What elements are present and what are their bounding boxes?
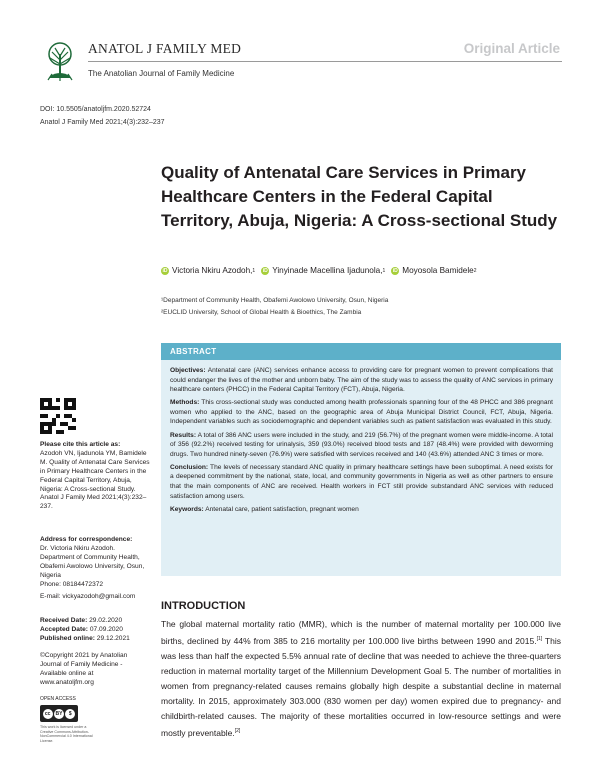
orcid-icon[interactable]: iD xyxy=(262,267,268,274)
email[interactable]: E-mail: vickyazodoh@gmail.com xyxy=(40,593,136,601)
abstract-objectives: Objectives: Antenatal care (ANC) services enhance access to providing care for pregnant women to prevent complications that could endanger the lives of the mother and unborn baby. The aim of the study was to assess the quality of ANC services in primary healthcare centers (PHCC) in the Federal Capital Territory (FCT), Abuja, Nigeria. xyxy=(170,367,553,394)
dates-block xyxy=(40,617,150,644)
cc-icon: cc xyxy=(43,709,53,719)
orcid-icon[interactable]: iD xyxy=(162,267,168,274)
phone: Phone: 08184472372 xyxy=(40,580,104,588)
abstract-conclusion: Conclusion: The levels of necessary standard ANC quality in primary healthcare settings have been suboptimal. A need exists for a deepened commitment by the national, state, local, and community governments in Nigeria as well as other partners to ensure that the main components of ANC are received. Health workers in FCT still provide substandard ANC services with reduced satisfaction among users. xyxy=(170,463,553,500)
section-heading-introduction: INTRODUCTION xyxy=(161,600,246,612)
cite-label: Please cite this article as: xyxy=(40,441,121,448)
doi[interactable]: DOI: 10.5505/anatoljfm.2020.52724 xyxy=(40,106,151,113)
introduction-text: The global maternal mortality ratio (MMR), which is the number of maternal mortality per 100.000 live births, declined by 44% from 385 to 216 mortality per 100.000 live births between 1990 and 2015.[1] This was less than half the expected 5.5% annual rate of decline that was needed to achieve the three-quarters reduction in maternal mortality target of the Millennium Development Goal 5. The number of mortalities in women from pregnancy-related causes remains globally high despite a substantial decline in maternal mortality. In 2015, approximately 303.000 (830 women per day) women expired due to pregnancy- and childbirth-related causes. The majority of these mortalities occurred in low-resource settings and were mostly preventable.[2] xyxy=(161,619,561,738)
open-access-label: OPEN ACCESS xyxy=(40,696,76,702)
cite-block xyxy=(40,441,150,512)
published-date: 29.12.2021 xyxy=(96,634,130,642)
correspondence-block xyxy=(40,536,150,602)
correspondence-text: Dr. Victoria Nkiru Azodoh. Department of Community Health, Obafemi Awolowo University, Osun, Nigeria xyxy=(40,544,145,579)
author-name: Yinyinade Macellina Ijadunola, xyxy=(272,266,383,275)
received-label: Received Date: xyxy=(40,617,88,624)
nc-icon: $ xyxy=(65,709,75,719)
header-divider xyxy=(88,61,562,62)
author-item[interactable] xyxy=(161,266,255,275)
accepted-date: 07.09.2020 xyxy=(89,625,123,633)
license-note: This work is licensed under a Creative Commons Attribution-NonCommercial 4.0 International License. xyxy=(40,725,93,743)
author-affil-sup: 1 xyxy=(252,267,256,274)
cite-text: Azodoh VN, Ijadunola YM, Bamidele M. Quality of Antenatal Care Services in Primary Healthcare Centers in the Federal Capital Territory, Abuja, Nigeria: A Cross-sectional Study. Anatol J Family Med 2021;4(3):232–237. xyxy=(40,449,150,511)
cc-license-badge[interactable] xyxy=(40,705,78,722)
reference-link[interactable]: [1] xyxy=(536,636,543,642)
author-item[interactable] xyxy=(261,266,385,275)
citation-line: Anatol J Family Med 2021;4(3):232–237 xyxy=(40,119,165,126)
copyright: ©Copyright 2021 by Anatolian Journal of Family Medicine - Available online at www.anatoljfm.org xyxy=(40,652,128,686)
abstract-keywords: Keywords: Antenatal care, patient satisfaction, pregnant women xyxy=(170,505,359,513)
accepted-label: Accepted Date: xyxy=(40,625,89,633)
author-affil-sup: 1 xyxy=(382,267,386,274)
journal-logo-tree-icon xyxy=(38,40,82,84)
abstract-results: Results: A total of 386 ANC users were included in the study, and 219 (56.7%) of the pregnant women were middle-income. A total of 356 (92.2%) received testing for urinalysis, 359 (93.0%) received blood tests and 187 (48.4%) were provided with deworming drugs. Two hundred ninety-seven (76.9%) were satisfied with services received and 140 (43.6%) attended ANC 3 times or more. xyxy=(170,431,553,458)
author-list xyxy=(161,266,571,275)
correspondence-label: Address for correspondence: xyxy=(40,536,133,543)
author-affil-sup: 2 xyxy=(473,267,477,274)
article-title: Quality of Antenatal Care Services in Primary Healthcare Centers in the Federal Capital Territory, Abuja, Nigeria: A Cross-sectional Study xyxy=(161,163,558,230)
article-type-label: Original Article xyxy=(463,41,560,56)
reference-link[interactable]: [2] xyxy=(234,727,241,734)
affiliation: ¹Department of Community Health, Obafemi Awolowo University, Osun, Nigeria xyxy=(161,297,389,304)
published-label: Published online: xyxy=(40,634,95,642)
by-icon: BY xyxy=(55,710,63,717)
orcid-icon[interactable]: iD xyxy=(392,267,398,274)
journal-name: ANATOL J FAMILY MED xyxy=(88,41,242,56)
journal-subtitle: The Anatolian Journal of Family Medicine xyxy=(88,69,235,78)
affiliation: ²EUCLID University, School of Global Health & Bioethics, The Zambia xyxy=(161,309,362,316)
abstract-box xyxy=(161,360,561,576)
author-item[interactable] xyxy=(391,266,476,275)
abstract-methods: Methods: This cross-sectional study was conducted among health professionals spanning four of the 48 PHCC and 386 pregnant women who applied to the ANC, based on the geographic area of Abuja Municipal District Council, FCT, Abuja, Nigeria. Independent variables such as sociodemographic and dependent variables such as patient satisfaction was evaluated in this study. xyxy=(170,399,553,426)
abstract-heading: ABSTRACT xyxy=(161,343,561,360)
author-name: Moyosola Bamidele xyxy=(402,266,474,275)
author-name: Victoria Nkiru Azodoh, xyxy=(172,266,253,275)
received-date: 29.02.2020 xyxy=(89,617,123,624)
qr-code-icon[interactable] xyxy=(40,398,76,434)
